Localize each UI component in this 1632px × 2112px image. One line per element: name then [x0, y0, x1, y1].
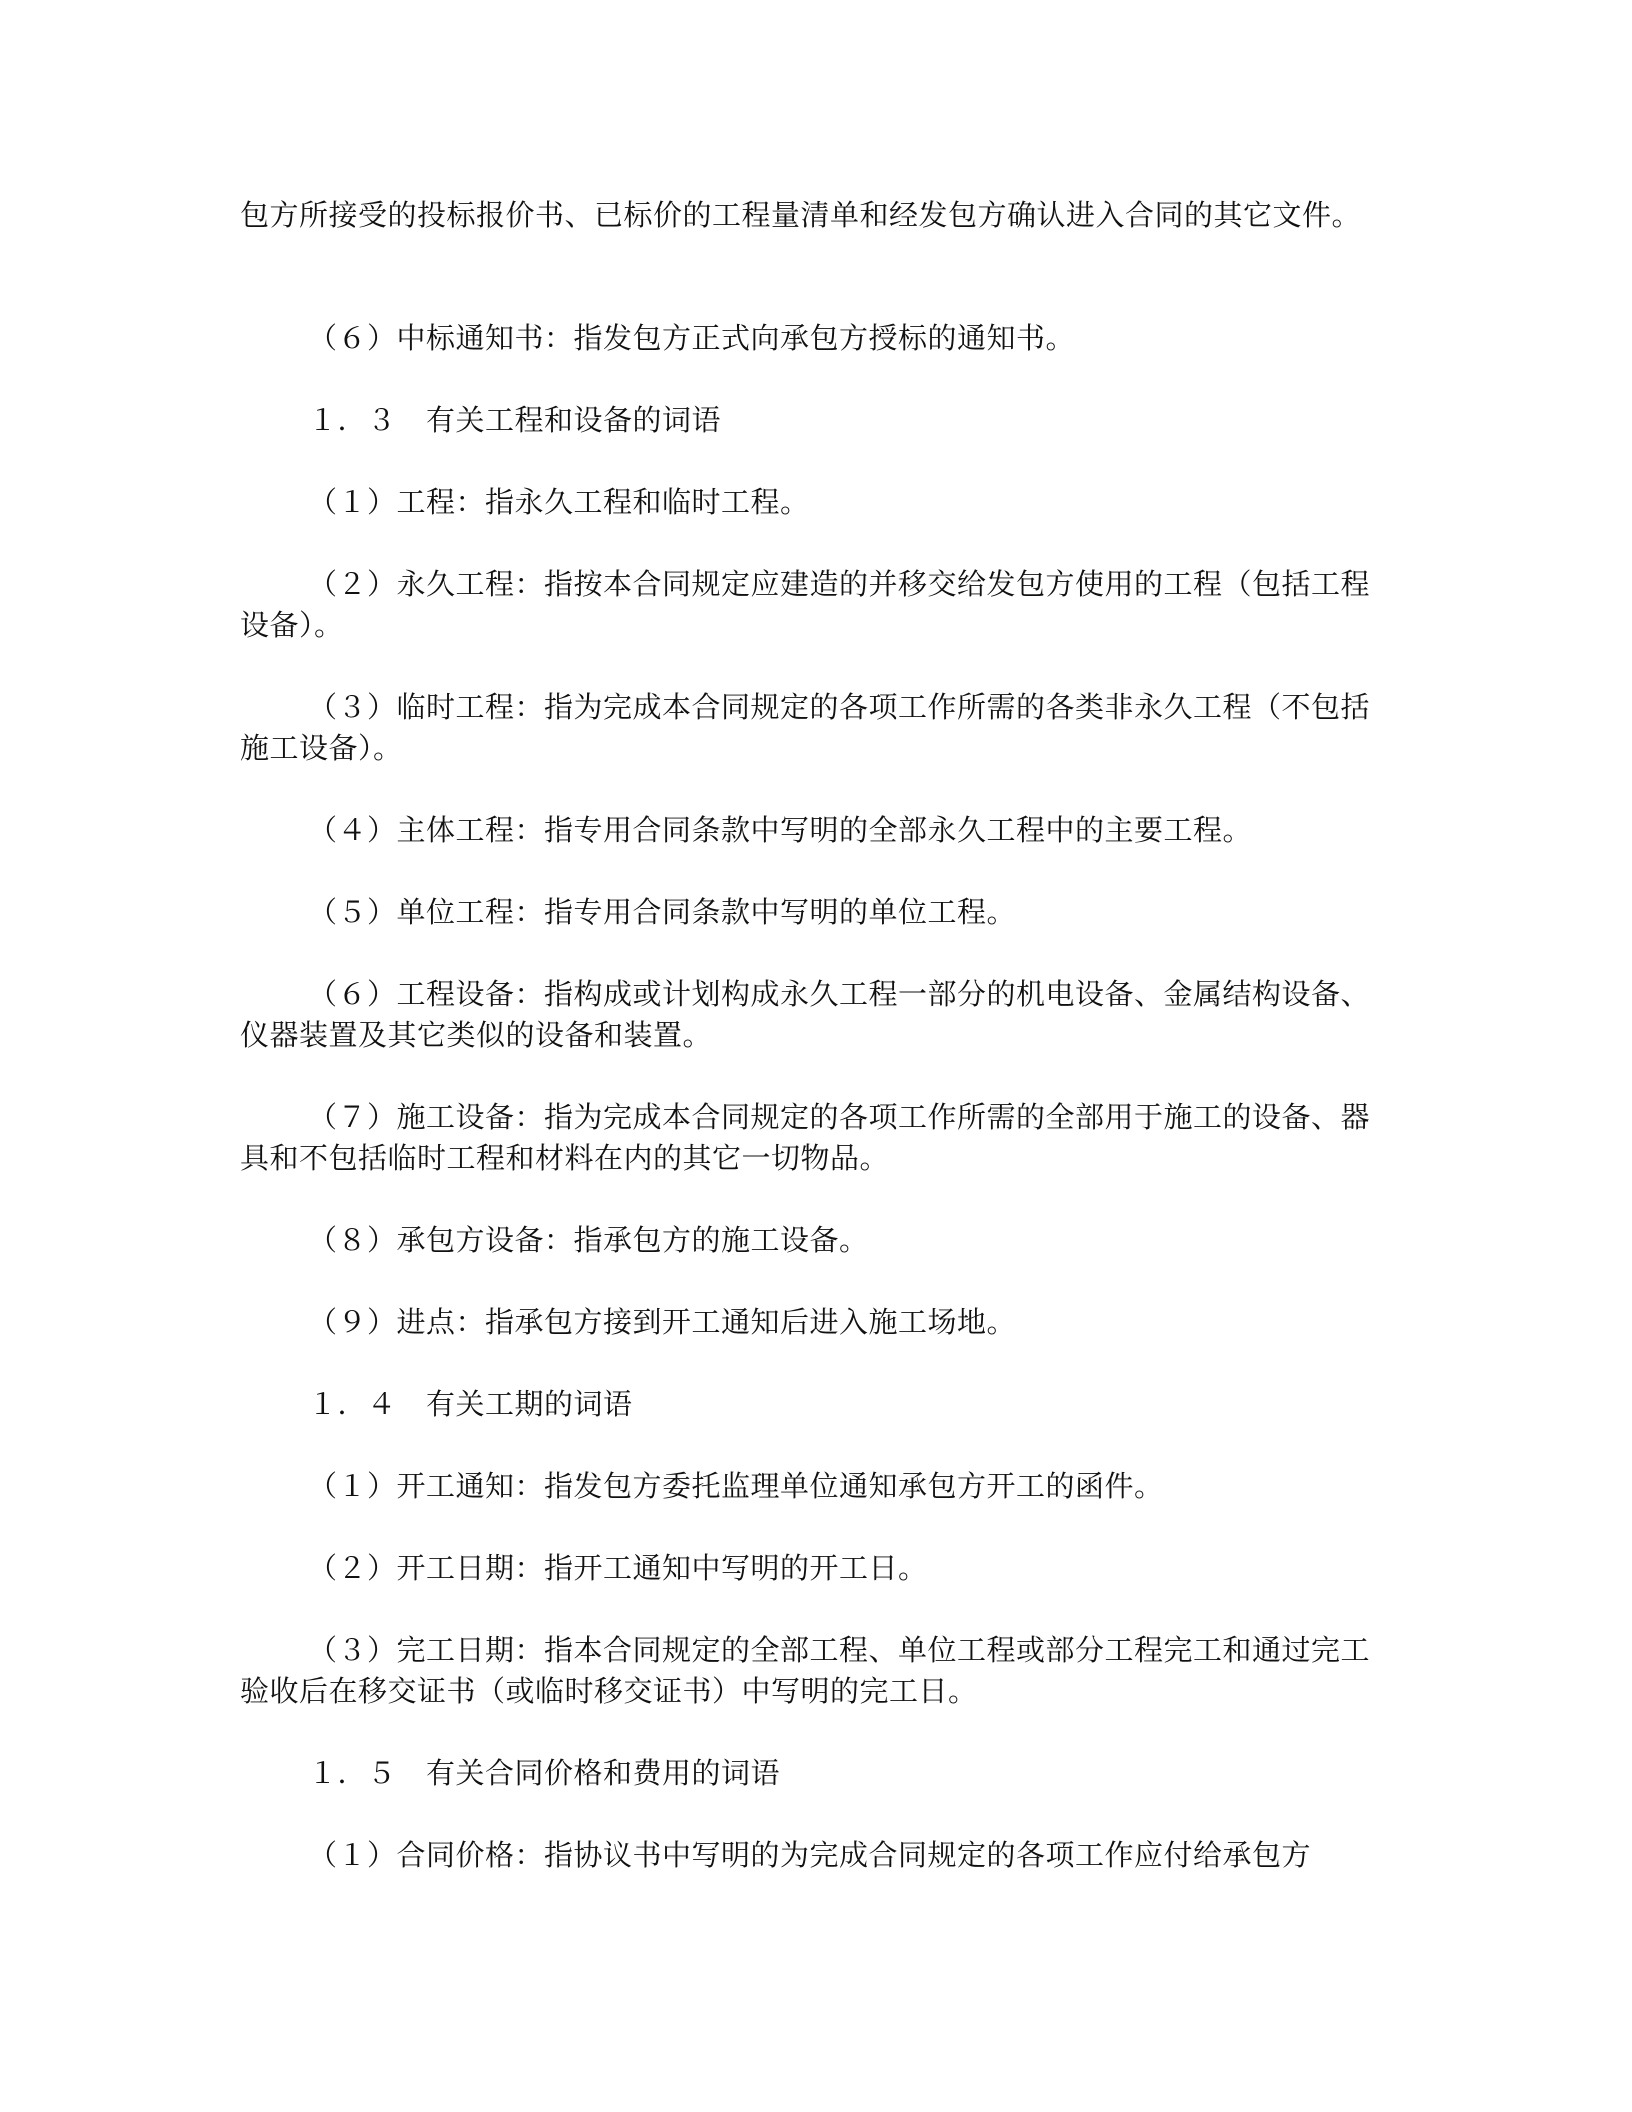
paragraph-construction-equipment: （７）施工设备：指为完成本合同规定的各项工作所需的全部用于施工的设备、器具和不包括临时工程和材料在内的其它一切物品。: [240, 1095, 1371, 1177]
paragraph-unit-works: （５）单位工程：指专用合同条款中写明的单位工程。: [308, 890, 1017, 931]
section-heading-1-3: １．３ 有关工程和设备的词语: [308, 398, 722, 439]
section-heading-1-5: １．５ 有关合同价格和费用的词语: [308, 1751, 781, 1792]
paragraph-works: （１）工程：指永久工程和临时工程。: [308, 480, 810, 521]
paragraph-site-entry: （９）进点：指承包方接到开工通知后进入施工场地。: [308, 1300, 1017, 1341]
paragraph-commencement-notice: （１）开工通知：指发包方委托监理单位通知承包方开工的函件。: [308, 1464, 1164, 1505]
paragraph-continuation: 包方所接受的投标报价书、已标价的工程量清单和经发包方确认进入合同的其它文件。: [240, 193, 1362, 234]
paragraph-plant-equipment: （６）工程设备：指构成或计划构成永久工程一部分的机电设备、金属结构设备、仪器装置及其它类似的设备和装置。: [240, 972, 1371, 1054]
section-heading-1-4: １．４ 有关工期的词语: [308, 1382, 633, 1423]
paragraph-award-notice: （６）中标通知书：指发包方正式向承包方授标的通知书。: [308, 316, 1076, 357]
paragraph-contract-price: （１）合同价格：指协议书中写明的为完成合同规定的各项工作应付给承包方: [308, 1833, 1312, 1874]
paragraph-contractor-equipment: （８）承包方设备：指承包方的施工设备。: [308, 1218, 869, 1259]
paragraph-commencement-date: （２）开工日期：指开工通知中写明的开工日。: [308, 1546, 928, 1587]
paragraph-temporary-works: （３）临时工程：指为完成本合同规定的各项工作所需的各类非永久工程（不包括施工设备）。: [240, 685, 1371, 767]
paragraph-permanent-works: （２）永久工程：指按本合同规定应建造的并移交给发包方使用的工程（包括工程设备）。: [240, 562, 1371, 644]
paragraph-completion-date: （３）完工日期：指本合同规定的全部工程、单位工程或部分工程完工和通过完工验收后在移交证书（或临时移交证书）中写明的完工日。: [240, 1628, 1371, 1710]
paragraph-main-works: （４）主体工程：指专用合同条款中写明的全部永久工程中的主要工程。: [308, 808, 1253, 849]
